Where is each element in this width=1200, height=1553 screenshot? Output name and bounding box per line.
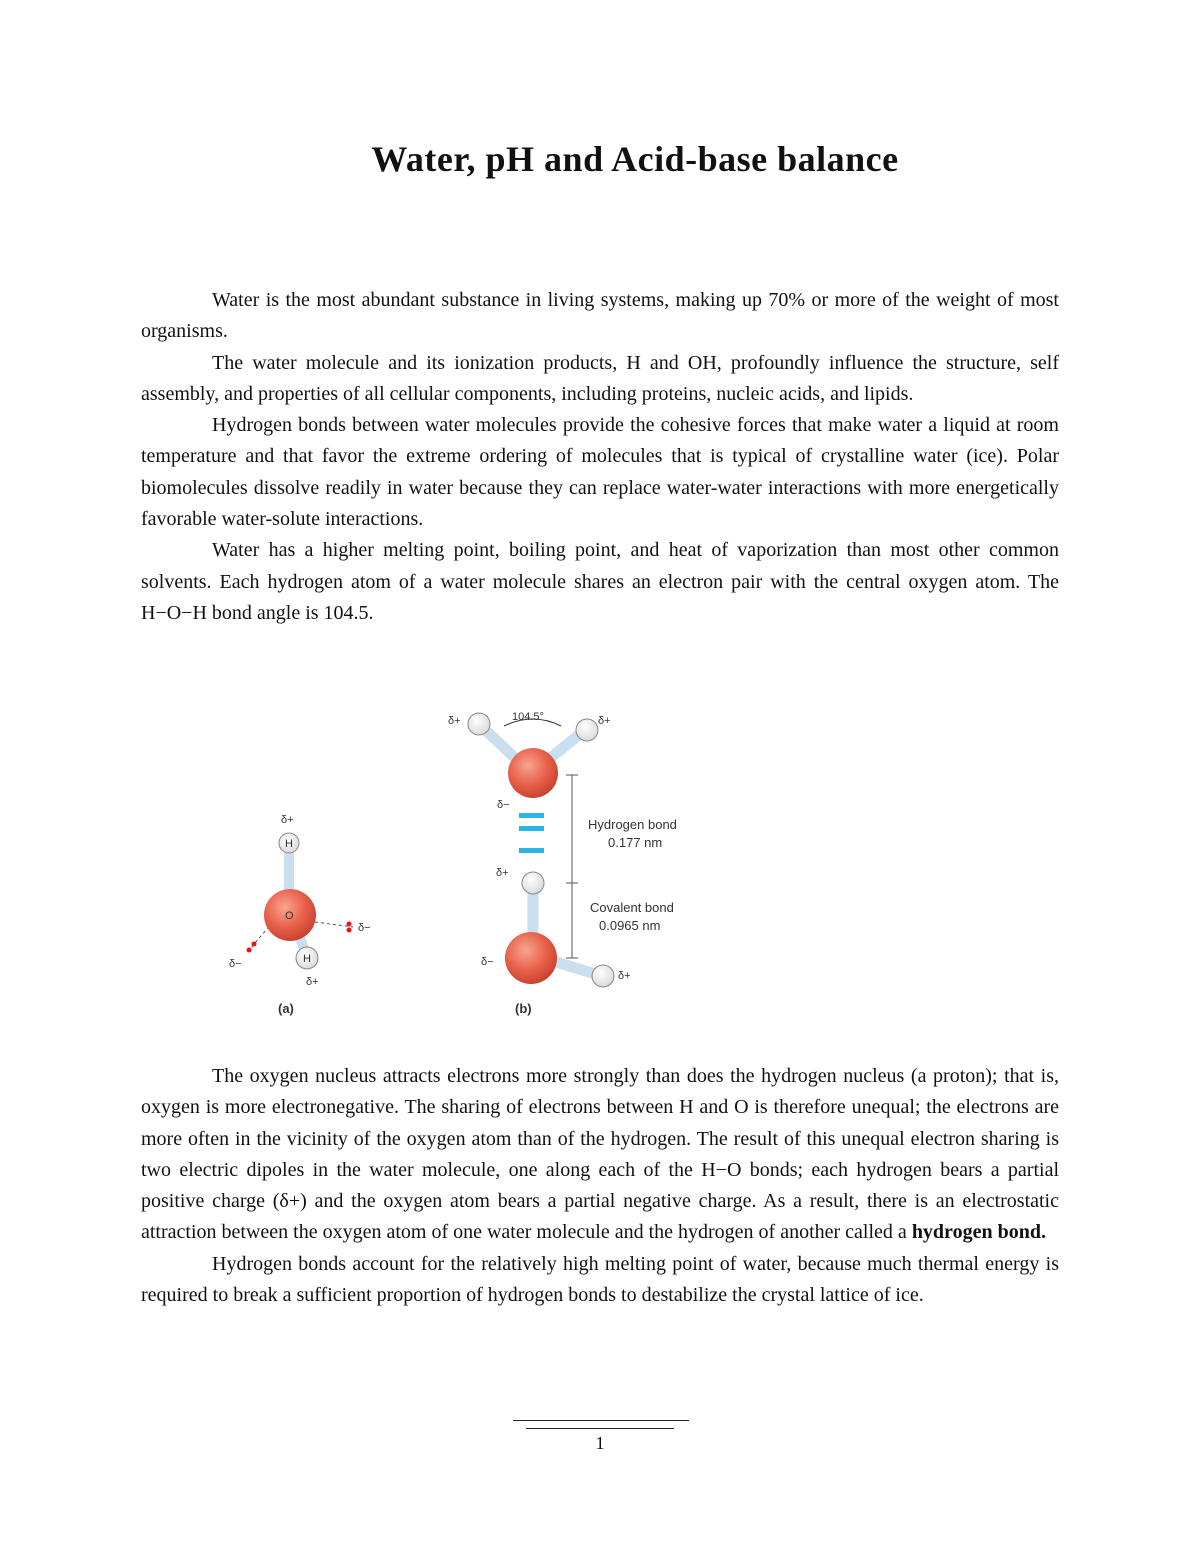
panel-a-molecule <box>247 833 354 969</box>
delta-minus-label-a2: δ− <box>229 958 242 970</box>
delta-minus-label-b2: δ− <box>481 956 494 968</box>
hydrogen-atom-middle <box>522 872 544 894</box>
footer-rule-top <box>513 1420 689 1421</box>
h-label-a2: H <box>303 953 311 965</box>
explanation-text <box>141 1061 1059 1311</box>
paragraph-2: The water molecule and its ionization products, H and OH, profoundly influence the structure, self assembly, and properties of all cellular components, including proteins, nucleic acids, and lipids. <box>141 351 1059 405</box>
panel-a-label: (a) <box>278 1001 294 1016</box>
oxygen-atom-bottom <box>505 932 557 984</box>
bond-angle-label: 104.5° <box>512 711 544 723</box>
delta-plus-label-b3: δ+ <box>496 867 509 879</box>
delta-plus-label-b4: δ+ <box>618 970 631 982</box>
paragraph-3: Hydrogen bonds between water molecules provide the cohesive forces that make water a liquid at room temperature and that favor the extreme ordering of molecules that is typical of crystalline water (ice). Polar biomolecules dissolve readily in water because they can replace water-water interactions with more energetically favorable water-solute interactions. <box>141 414 1059 531</box>
h-label-a1: H <box>285 838 293 850</box>
oxygen-atom-top <box>508 748 558 798</box>
panel-b-label: (b) <box>515 1001 532 1016</box>
intro-text <box>141 285 1059 629</box>
hydrogen-bond-bar <box>519 813 544 818</box>
covalent-bond-length: 0.0965 nm <box>599 918 661 933</box>
paragraph-5-text: The oxygen nucleus attracts electrons more strongly than does the hydrogen nucleus (a proton); that is, oxygen is more electronegative. The sharing of electrons between H and O is therefore unequal; the electrons are more often in the vicinity of the oxygen atom than of the hydrogen. The result of this unequal electron sharing is two electric dipoles in the water molecule, one along each of the H−O bonds; each hydrogen bears a partial positive charge (δ+) and the oxygen atom bears a partial negative charge. As a result, there is an electrostatic attraction between the oxygen atom of one water molecule and the hydrogen of another called a <box>141 1065 1059 1244</box>
paragraph-6: Hydrogen bonds account for the relatively high melting point of water, because much thermal energy is required to break a sufficient proportion of hydrogen bonds to destabilize the crystal lattice of ice. <box>141 1252 1059 1307</box>
hydrogen-bond-length: 0.177 nm <box>608 835 663 850</box>
delta-plus-label-b1: δ+ <box>448 715 461 727</box>
delta-plus-label-a2: δ+ <box>306 976 319 988</box>
hydrogen-bond-term: hydrogen bond. <box>911 1221 1046 1244</box>
paragraph-4: Water has a higher melting point, boiling point, and heat of vaporization than most other common solvents. Each hydrogen atom of a water molecule shares an electron pair with the central oxygen atom. The H−O−H bond angle is 104.5. <box>141 539 1059 624</box>
paragraph-5 <box>141 1061 1059 1249</box>
panel-b-molecules <box>468 713 614 987</box>
water-molecule-figure <box>215 700 715 1030</box>
o-label: O <box>285 910 294 922</box>
hydrogen-bond-label: Hydrogen bond <box>588 817 677 832</box>
page-title: Water, pH and Acid-base balance <box>371 139 899 179</box>
footer-rule-bottom <box>526 1428 674 1429</box>
delta-minus-label-b1: δ− <box>497 799 510 811</box>
page-number: 1 <box>595 1433 605 1453</box>
delta-plus-label-b2: δ+ <box>598 715 611 727</box>
delta-minus-label-a1: δ− <box>358 922 371 934</box>
delta-plus-label-a1: δ+ <box>281 814 294 826</box>
covalent-bond-label: Covalent bond <box>590 900 674 915</box>
paragraph-1: Water is the most abundant substance in living systems, making up 70% or more of the weight of most organisms. <box>141 289 1059 343</box>
